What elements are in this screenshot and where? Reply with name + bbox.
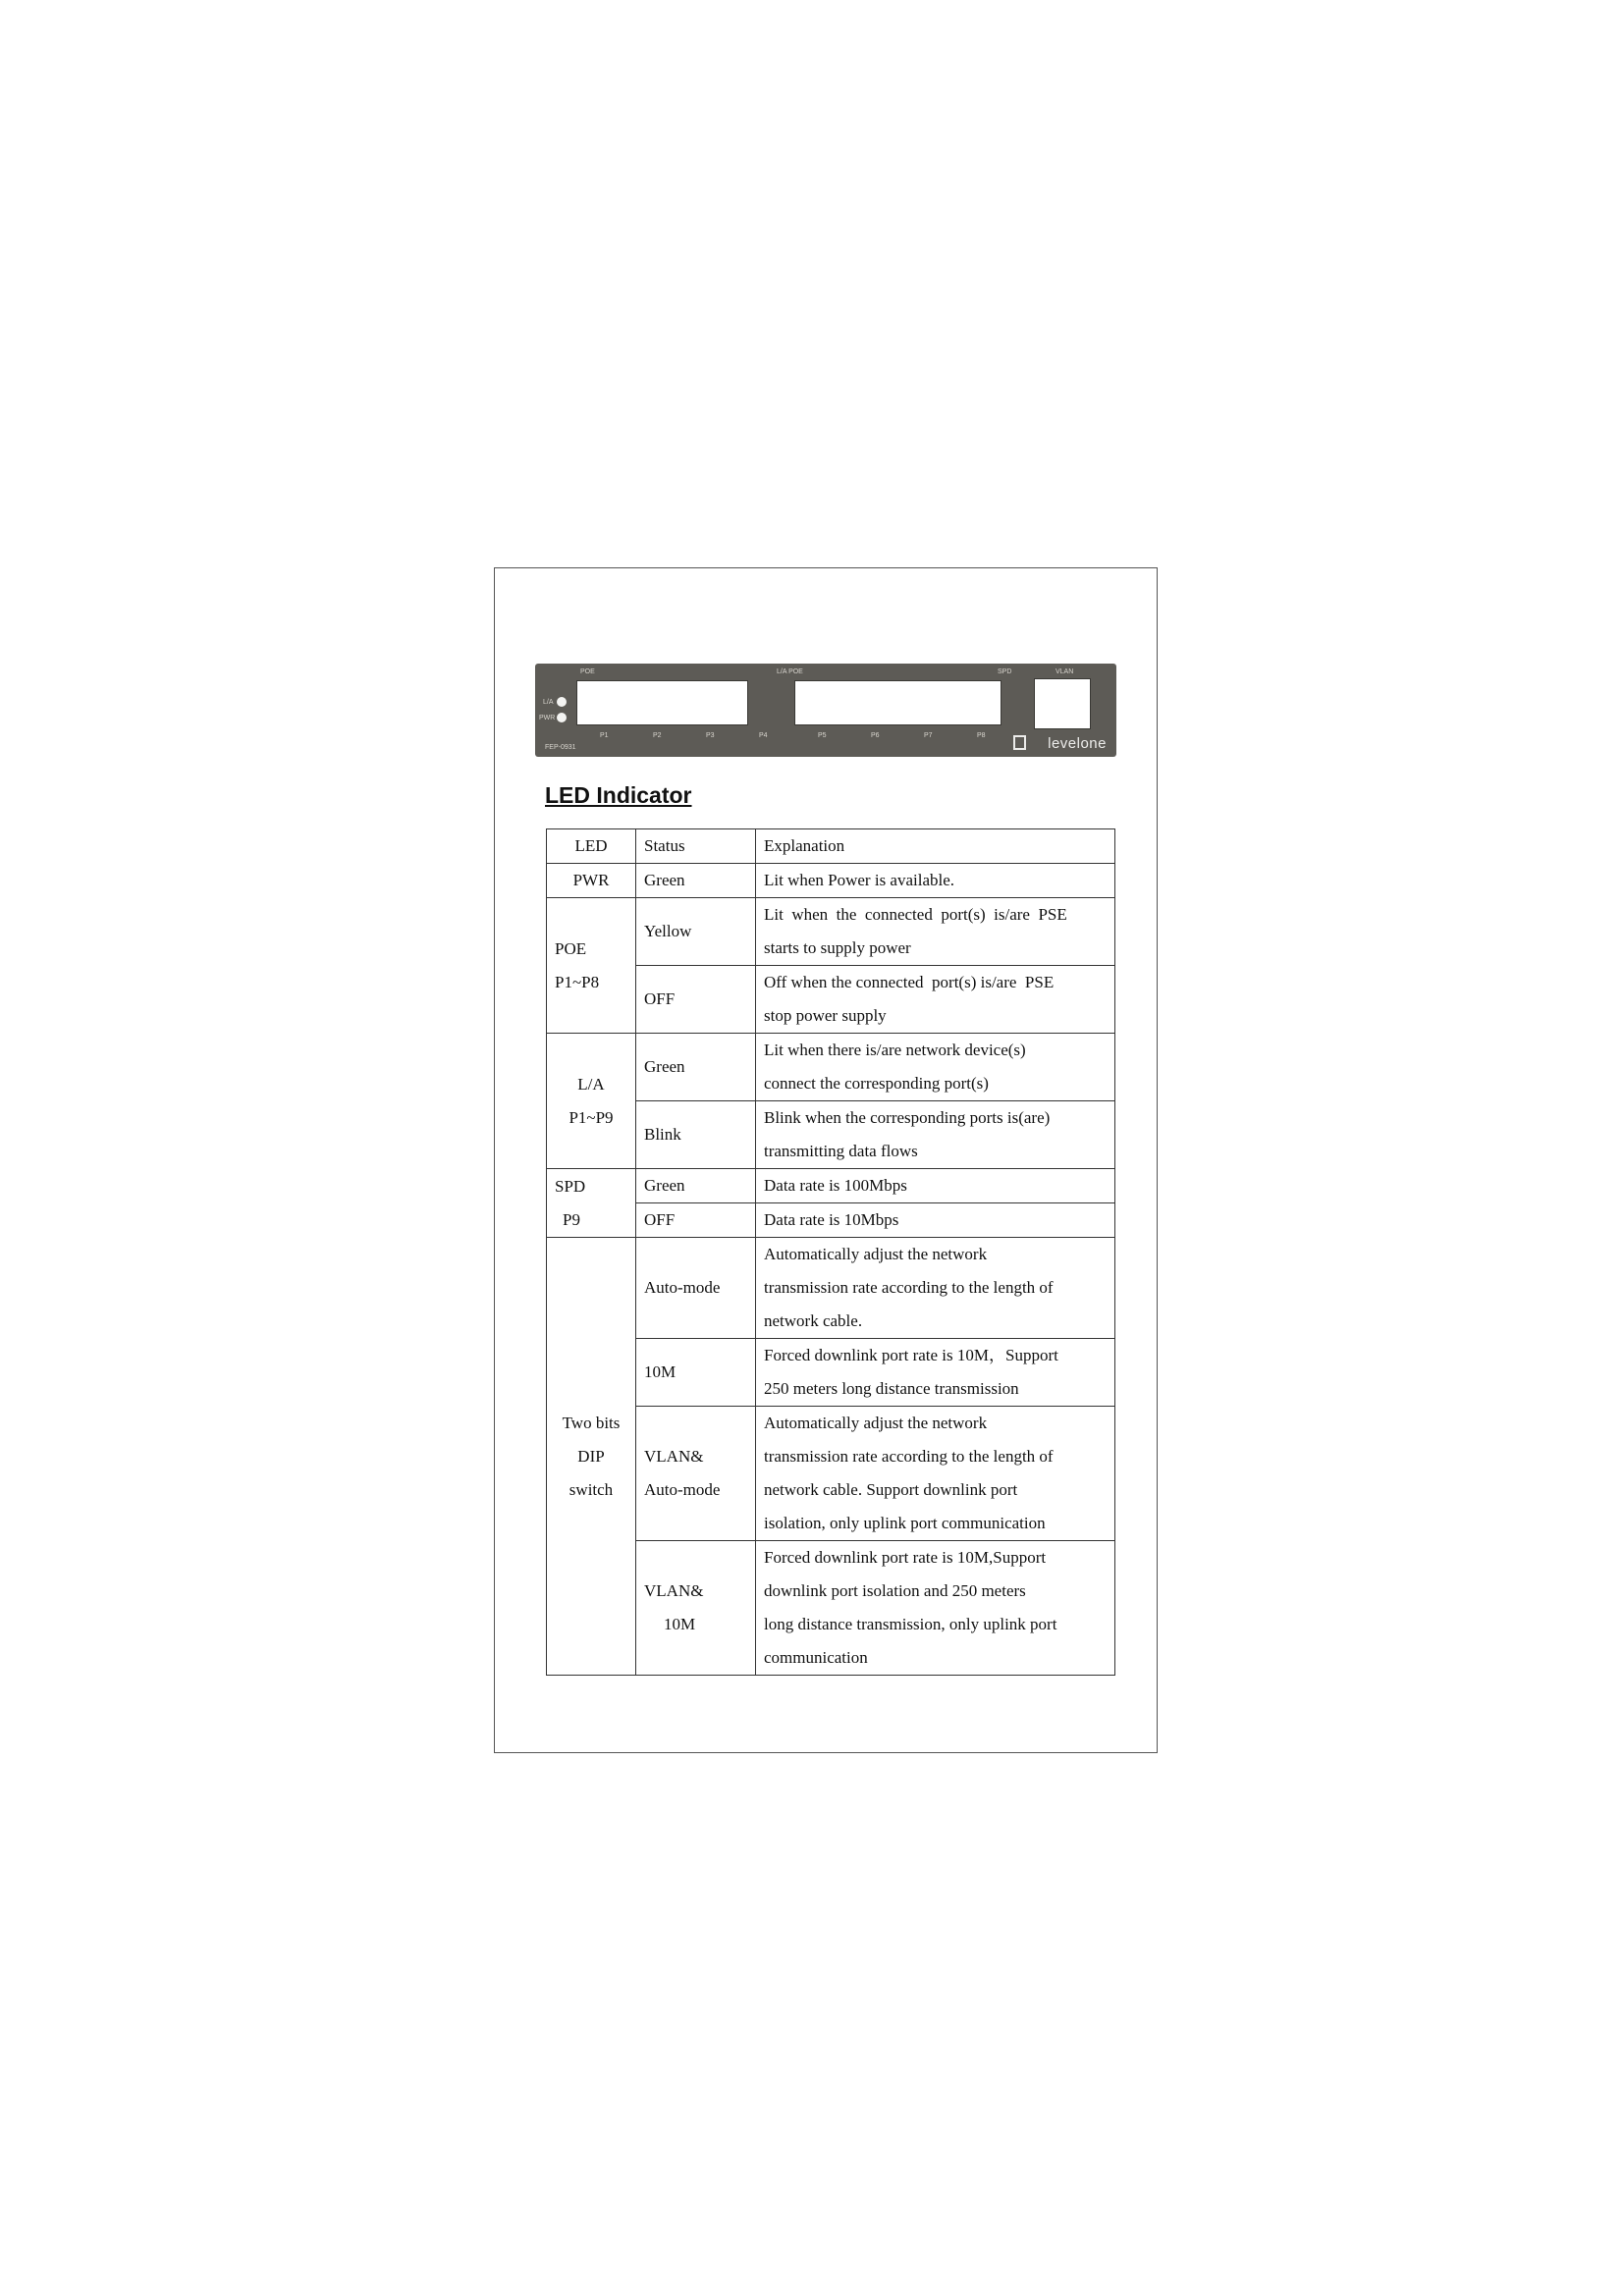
led-name-line: L/A [577,1074,605,1094]
explanation-line: transmission rate according to the length of [764,1447,1054,1466]
led-name: PWR [547,864,636,898]
table-row [547,1034,1115,1101]
status-cell: Auto-mode [636,1238,756,1339]
explanation-cell [756,1407,1115,1541]
table-row [547,1169,1115,1203]
explanation-line: connect the corresponding port(s) [764,1074,989,1093]
explanation-line: Automatically adjust the network [764,1245,988,1263]
explanation-cell [756,1034,1115,1101]
led-pwr-label: PWR [539,715,556,721]
uplink-label: L/A POE [777,668,803,675]
status-line: 10M [664,1615,696,1633]
status-cell: Blink [636,1101,756,1169]
led-name-line: P1~P9 [568,1107,614,1127]
explanation-line: long distance transmission, only uplink port [764,1615,1057,1633]
explanation-line: Off when the connected port(s) is/are PSE [764,973,1055,991]
led-name [547,898,636,1034]
uplink-port [1034,678,1091,729]
port-label: P5 [818,732,827,739]
status-cell: OFF [636,966,756,1034]
explanation-cell [756,1101,1115,1169]
port-label: P3 [706,732,715,739]
explanation-cell [756,1339,1115,1407]
explanation-line: Forced downlink port rate is 10M，Support [764,1346,1058,1364]
explanation-line: isolation, only uplink port communication [764,1514,1046,1532]
led-name [547,1238,636,1676]
led-name-line: switch [568,1479,614,1499]
explanation-line: transmitting data flows [764,1142,918,1160]
led-la-label: L/A [543,699,554,706]
status-cell: Green [636,864,756,898]
section-title: LED Indicator [545,782,692,808]
status-cell: OFF [636,1203,756,1238]
explanation-cell [756,1541,1115,1676]
led-name-line: POE [555,938,587,958]
led-name-line: DIP [577,1446,605,1466]
brand-logo-icon [1013,735,1026,750]
la-led-icon [557,697,567,707]
status-line: VLAN& [644,1581,704,1600]
explanation-line: communication [764,1648,868,1667]
table-row [547,1238,1115,1339]
led-name-line: Two bits [562,1413,621,1432]
status-cell [636,1541,756,1676]
status-cell: Green [636,1034,756,1101]
explanation-cell [756,898,1115,966]
explanation-line: network cable. [764,1311,863,1330]
explanation-line: downlink port isolation and 250 meters [764,1581,1026,1600]
explanation-cell [756,966,1115,1034]
explanation-line: Lit when the connected port(s) is/are PSE [764,905,1067,924]
port-label: P6 [871,732,880,739]
status-line: Auto-mode [644,1480,721,1499]
led-name-line: P9 [563,1209,580,1229]
explanation-cell: Data rate is 100Mbps [756,1169,1115,1203]
header-status: Status [636,829,756,864]
port-label: P4 [759,732,768,739]
table-row [547,898,1115,966]
status-cell: Yellow [636,898,756,966]
header-led: LED [547,829,636,864]
led-indicator-table [546,828,1115,1676]
port-label: P8 [977,732,986,739]
explanation-line: Lit when there is/are network device(s) [764,1041,1026,1059]
explanation-cell [756,1238,1115,1339]
explanation-line: transmission rate according to the length of [764,1278,1054,1297]
led-name-line: P1~P8 [555,972,600,991]
explanation-cell: Lit when Power is available. [756,864,1115,898]
model-label: FEP-0931 [545,744,576,751]
explanation-line: starts to supply power [764,938,911,957]
status-cell: Green [636,1169,756,1203]
port-label: P2 [653,732,662,739]
status-cell [636,1407,756,1541]
table-header-row [547,829,1115,864]
header-explanation: Explanation [756,829,1115,864]
front-panel-image [535,664,1116,757]
led-name [547,1034,636,1169]
explanation-line: Blink when the corresponding ports is(are) [764,1108,1051,1127]
explanation-line: Automatically adjust the network [764,1414,988,1432]
status-line: VLAN& [644,1447,704,1466]
pwr-led-icon [557,713,567,722]
poe-label: POE [580,668,595,675]
led-name [547,1169,636,1238]
brand-name: levelone [1048,735,1107,752]
explanation-line: stop power supply [764,1006,887,1025]
port-block-right [794,680,1001,725]
port-label: P1 [600,732,609,739]
explanation-line: 250 meters long distance transmission [764,1379,1019,1398]
spd-label: SPD [998,668,1012,675]
port-label: P7 [924,732,933,739]
explanation-line: Forced downlink port rate is 10M,Support [764,1548,1047,1567]
port-block-left [576,680,748,725]
vlan-label: VLAN [1056,668,1074,675]
explanation-cell: Data rate is 10Mbps [756,1203,1115,1238]
status-cell: 10M [636,1339,756,1407]
explanation-line: network cable. Support downlink port [764,1480,1018,1499]
table-row [547,864,1115,898]
led-name-line: SPD [555,1176,586,1196]
